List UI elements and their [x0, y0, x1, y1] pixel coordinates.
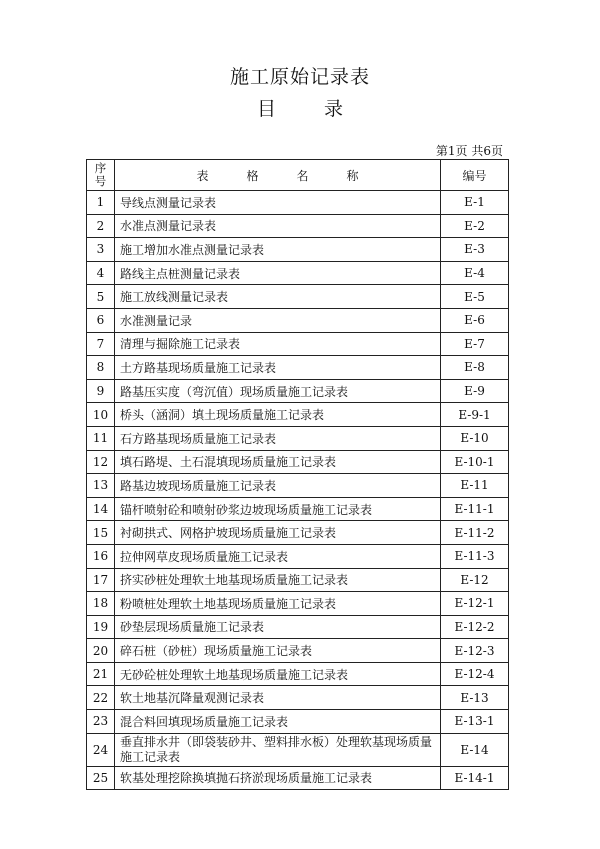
row-code: E-12-2 [441, 615, 509, 639]
row-name: 软基处理挖除换填抛石挤淤现场质量施工记录表 [115, 766, 441, 790]
row-number: 5 [87, 285, 115, 309]
row-name: 石方路基现场质量施工记录表 [115, 426, 441, 450]
row-code: E-11-3 [441, 544, 509, 568]
row-name: 垂直排水井（即袋装砂井、塑料排水板）处理软基现场质量施工记录表 [115, 733, 441, 766]
row-number: 17 [87, 568, 115, 592]
row-name: 路基边坡现场质量施工记录表 [115, 474, 441, 498]
row-name: 施工增加水准点测量记录表 [115, 238, 441, 262]
table-row [87, 285, 509, 309]
subtitle-right: 录 [324, 98, 344, 120]
table-row [87, 191, 509, 215]
header-number-top: 序 [94, 161, 107, 175]
row-name: 砂垫层现场质量施工记录表 [115, 615, 441, 639]
row-number: 15 [87, 521, 115, 545]
row-name: 土方路基现场质量施工记录表 [115, 356, 441, 380]
table-row [87, 426, 509, 450]
row-number: 1 [87, 191, 115, 215]
header-number [87, 160, 115, 191]
row-number: 12 [87, 450, 115, 474]
row-name: 粉喷桩处理软土地基现场质量施工记录表 [115, 592, 441, 616]
table-row [87, 474, 509, 498]
row-name: 导线点测量记录表 [115, 191, 441, 215]
row-number: 20 [87, 639, 115, 663]
row-code: E-11-1 [441, 497, 509, 521]
row-code: E-6 [441, 308, 509, 332]
table-row [87, 686, 509, 710]
row-code: E-1 [441, 191, 509, 215]
row-code: E-12-3 [441, 639, 509, 663]
row-name: 水准点测量记录表 [115, 214, 441, 238]
page-info: 第1页 共6页 [435, 144, 503, 158]
row-code: E-11-2 [441, 521, 509, 545]
row-code: E-12 [441, 568, 509, 592]
table-row [87, 568, 509, 592]
row-code: E-4 [441, 261, 509, 285]
row-code: E-12-4 [441, 662, 509, 686]
row-number: 22 [87, 686, 115, 710]
table-row [87, 238, 509, 262]
row-code: E-2 [441, 214, 509, 238]
row-code: E-11 [441, 474, 509, 498]
row-code: E-10-1 [441, 450, 509, 474]
row-code: E-13-1 [441, 710, 509, 734]
table-row [87, 733, 509, 766]
row-name: 拉伸网草皮现场质量施工记录表 [115, 544, 441, 568]
row-number: 14 [87, 497, 115, 521]
row-number: 16 [87, 544, 115, 568]
row-number: 11 [87, 426, 115, 450]
row-code: E-14 [441, 733, 509, 766]
table-row [87, 662, 509, 686]
row-number: 23 [87, 710, 115, 734]
table-row [87, 710, 509, 734]
table-row [87, 615, 509, 639]
row-number: 6 [87, 308, 115, 332]
header-name: 表格名称 [115, 160, 441, 191]
row-name: 水准测量记录 [115, 308, 441, 332]
document-subtitle [0, 94, 600, 121]
row-code: E-7 [441, 332, 509, 356]
row-name: 清理与掘除施工记录表 [115, 332, 441, 356]
row-code: E-10 [441, 426, 509, 450]
row-number: 13 [87, 474, 115, 498]
document-title: 施工原始记录表 [229, 66, 370, 88]
row-number: 25 [87, 766, 115, 790]
row-name: 碎石桩（砂桩）现场质量施工记录表 [115, 639, 441, 663]
row-name: 填石路堤、土石混填现场质量施工记录表 [115, 450, 441, 474]
row-name: 混合料回填现场质量施工记录表 [115, 710, 441, 734]
row-code: E-13 [441, 686, 509, 710]
row-number: 7 [87, 332, 115, 356]
row-code: E-12-1 [441, 592, 509, 616]
row-code: E-3 [441, 238, 509, 262]
table-row [87, 308, 509, 332]
row-name: 路线主点桩测量记录表 [115, 261, 441, 285]
table-row [87, 639, 509, 663]
header-number-bottom: 号 [94, 174, 107, 188]
row-number: 10 [87, 403, 115, 427]
row-code: E-14-1 [441, 766, 509, 790]
row-name: 挤实砂桩处理软土地基现场质量施工记录表 [115, 568, 441, 592]
table-header-row [87, 160, 509, 191]
row-name: 路基压实度（弯沉值）现场质量施工记录表 [115, 379, 441, 403]
table-row [87, 379, 509, 403]
row-name: 无砂砼桩处理软土地基现场质量施工记录表 [115, 662, 441, 686]
row-code: E-9 [441, 379, 509, 403]
catalog-table [86, 159, 509, 790]
row-name: 锚杆喷射砼和喷射砂浆边坡现场质量施工记录表 [115, 497, 441, 521]
row-number: 21 [87, 662, 115, 686]
table-row [87, 544, 509, 568]
row-name: 施工放线测量记录表 [115, 285, 441, 309]
row-number: 8 [87, 356, 115, 380]
table-row [87, 261, 509, 285]
row-name: 桥头（涵洞）填土现场质量施工记录表 [115, 403, 441, 427]
table-row [87, 450, 509, 474]
table-row [87, 592, 509, 616]
table-body [87, 191, 509, 790]
row-number: 4 [87, 261, 115, 285]
row-number: 9 [87, 379, 115, 403]
table-row [87, 766, 509, 790]
subtitle-left: 目 [256, 98, 276, 120]
table-row [87, 403, 509, 427]
table-row [87, 497, 509, 521]
row-number: 18 [87, 592, 115, 616]
row-number: 3 [87, 238, 115, 262]
table-row [87, 332, 509, 356]
header-code: 编号 [441, 160, 509, 191]
row-code: E-8 [441, 356, 509, 380]
row-code: E-5 [441, 285, 509, 309]
table-row [87, 521, 509, 545]
table-row [87, 356, 509, 380]
row-number: 2 [87, 214, 115, 238]
row-number: 24 [87, 733, 115, 766]
table-row [87, 214, 509, 238]
row-name: 衬砌拱式、网格护坡现场质量施工记录表 [115, 521, 441, 545]
row-number: 19 [87, 615, 115, 639]
row-name: 软土地基沉降量观测记录表 [115, 686, 441, 710]
row-code: E-9-1 [441, 403, 509, 427]
